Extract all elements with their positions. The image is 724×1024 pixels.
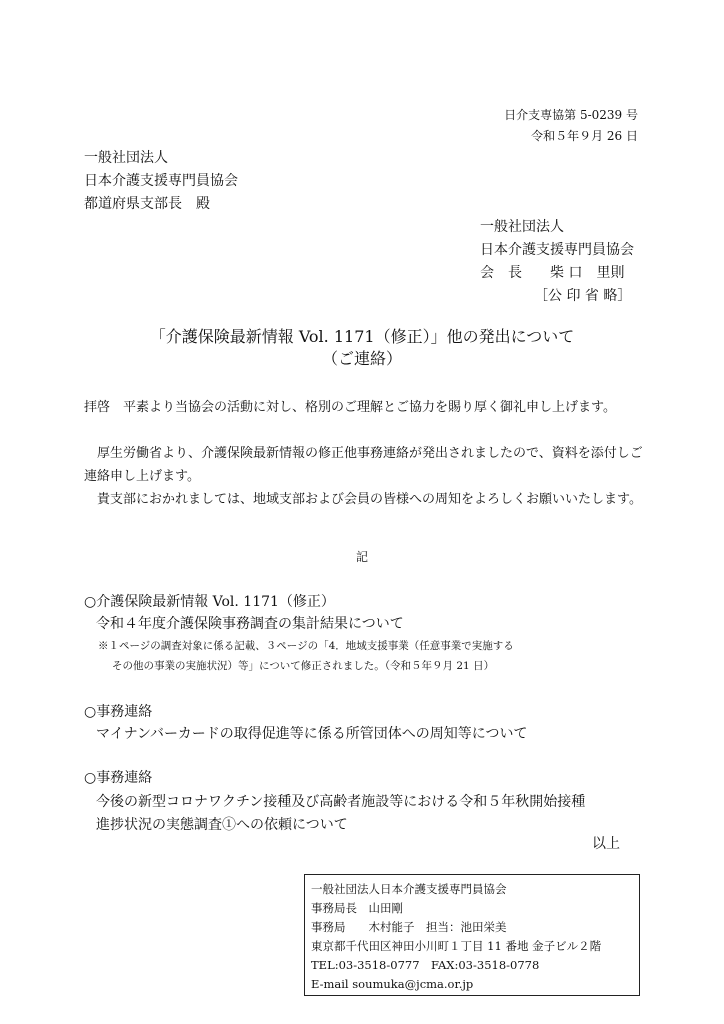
- body-paragraph-1: 拝啓 平素より当協会の活動に対し、格別のご理解とご協力を賜り厚く御礼申し上げます。: [84, 400, 616, 415]
- item-3-title-line-1: 今後の新型コロナワクチン接種及び高齢者施設等における令和５年秋開始接種: [96, 794, 586, 810]
- document-subtitle: （ご連絡）: [321, 349, 402, 368]
- recipient-org-name: 日本介護支援専門員協会: [84, 173, 238, 189]
- document-number: 日介支専協第 5-0239 号: [504, 108, 638, 122]
- closing-ijou: 以上: [592, 836, 620, 852]
- contact-org: 一般社団法人日本介護支援専門員協会: [311, 882, 507, 896]
- body-paragraph-2: 厚生労働省より、介護保険最新情報の修正他事務連絡が発出されましたので、資料を添付しご連絡申し上げます。: [84, 446, 643, 484]
- item-1-note-line-1: ※１ページの調査対象に係る記載、３ページの「4．地域支援事業（任意事業で実施する: [98, 640, 514, 652]
- sender-org-name: 日本介護支援専門員協会: [480, 242, 634, 258]
- recipient-org-type: 一般社団法人: [84, 150, 168, 166]
- document-date: 令和５年９月 26 日: [531, 129, 638, 143]
- item-1-heading: ○介護保険最新情報 Vol. 1171（修正）: [84, 594, 335, 610]
- contact-address: 東京都千代田区神田小川町１丁目 11 番地 金子ビル２階: [311, 939, 602, 953]
- item-1-note-line-2: その他の事業の実施状況）等」について修正されました。（令和５年９月 21 日）: [112, 660, 495, 672]
- seal-omitted-note: ［公 印 省 略］: [534, 288, 632, 304]
- item-1-title: 令和４年度介護保険事務調査の集計結果について: [96, 616, 404, 632]
- contact-box: [304, 874, 640, 996]
- item-2-heading: ○事務連絡: [84, 704, 153, 720]
- contact-secretary-general: 事務局長 山田剛: [311, 901, 403, 915]
- item-3-heading: ○事務連絡: [84, 770, 153, 786]
- contact-phone-fax: TEL:03-3518-0777 FAX:03-3518-0778: [311, 958, 540, 972]
- contact-staff: 事務局 木村能子 担当：池田栄美: [311, 920, 507, 934]
- sender-president: 会 長 柴 口 里則: [480, 265, 625, 281]
- item-3-title-line-2: 進捗状況の実態調査①への依頼について: [96, 817, 348, 833]
- sender-org-type: 一般社団法人: [480, 219, 564, 235]
- body-paragraph-3: 貴支部におかれましては、地域支部および会員の皆様への周知をよろしくお願いいたします。: [84, 492, 642, 507]
- document-title: 「介護保険最新情報 Vol. 1171（修正）」他の発出について: [149, 327, 575, 346]
- recipient-title: 都道府県支部長 殿: [84, 196, 210, 212]
- ki-marker: 記: [356, 550, 369, 564]
- contact-email[interactable]: E-mail soumuka@jcma.or.jp: [311, 977, 474, 991]
- item-2-title: マイナンバーカードの取得促進等に係る所管団体への周知等について: [96, 726, 528, 742]
